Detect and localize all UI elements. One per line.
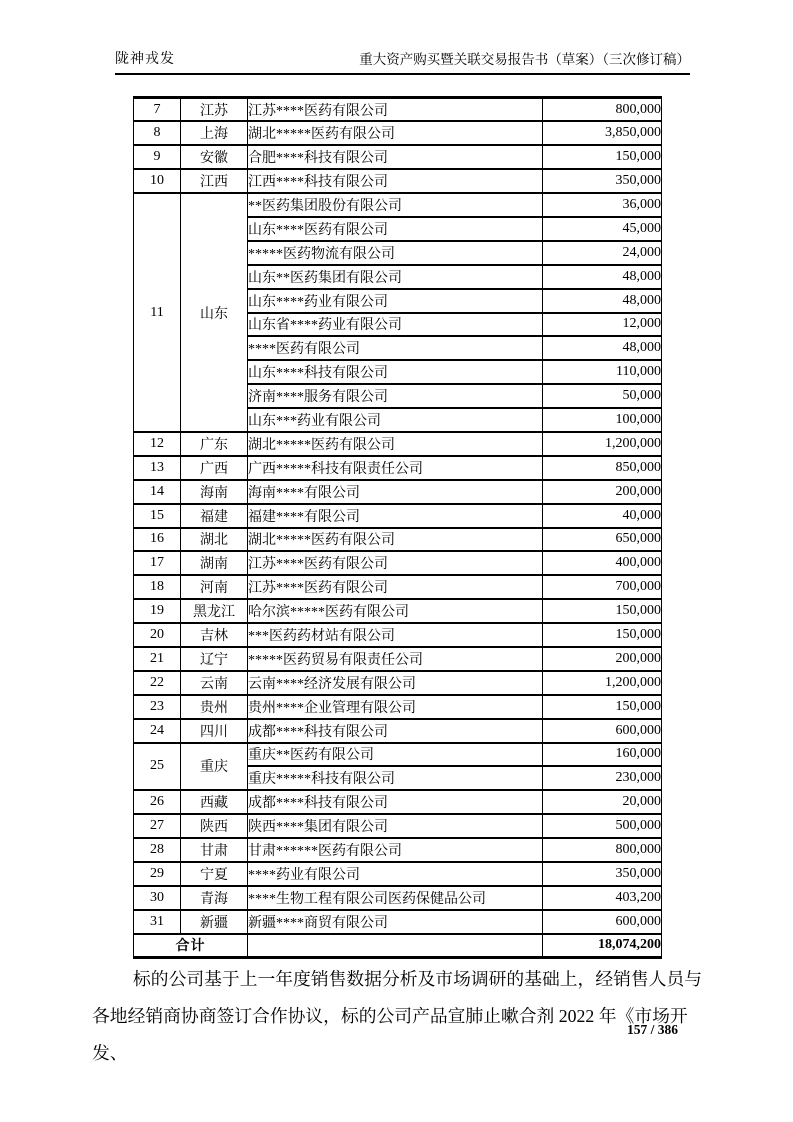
province-cell: 江苏 (181, 98, 248, 122)
amount-cell: 500,000 (543, 814, 662, 838)
company-cell: ***医药药材站有限公司 (248, 623, 543, 647)
company-cell: 江西****科技有限公司 (248, 169, 543, 193)
table-row (134, 719, 662, 743)
amount-cell: 150,000 (543, 623, 662, 647)
amount-cell: 50,000 (543, 384, 662, 408)
row-number-cell: 30 (134, 886, 181, 910)
body-paragraph (92, 961, 707, 1072)
company-cell: 山东省****药业有限公司 (248, 313, 543, 337)
total-amount-cell: 18,074,200 (543, 934, 662, 958)
amount-cell: 1,200,000 (543, 432, 662, 456)
province-cell: 安徽 (181, 145, 248, 169)
company-cell: 哈尔滨*****医药有限公司 (248, 599, 543, 623)
table-row (134, 169, 662, 193)
company-cell: 陕西****集团有限公司 (248, 814, 543, 838)
total-row (134, 934, 662, 958)
company-cell: 山东****科技有限公司 (248, 360, 543, 384)
company-cell: 成都****科技有限公司 (248, 719, 543, 743)
company-cell: 江苏****医药有限公司 (248, 575, 543, 599)
company-cell: *****医药贸易有限责任公司 (248, 647, 543, 671)
row-number-cell: 24 (134, 719, 181, 743)
company-cell: 广西*****科技有限责任公司 (248, 456, 543, 480)
amount-cell: 150,000 (543, 599, 662, 623)
province-cell: 黑龙江 (181, 599, 248, 623)
company-cell: 福建****有限公司 (248, 504, 543, 528)
amount-cell: 3,850,000 (543, 121, 662, 145)
table-row (134, 145, 662, 169)
page-number: 157 / 386 (626, 1022, 678, 1037)
row-number-cell: 20 (134, 623, 181, 647)
company-cell: 甘肃******医药有限公司 (248, 838, 543, 862)
table-row (134, 504, 662, 528)
paragraph-line: 标的公司基于上一年度销售数据分析及市场调研的基础上，经销售人员与 (133, 969, 703, 989)
amount-cell: 200,000 (543, 480, 662, 504)
table-row (134, 98, 662, 122)
province-cell: 河南 (181, 575, 248, 599)
amount-cell: 650,000 (543, 528, 662, 552)
company-cell: ****生物工程有限公司医药保健品公司 (248, 886, 543, 910)
row-number-cell: 17 (134, 551, 181, 575)
company-cell: 海南****有限公司 (248, 480, 543, 504)
province-cell: 陕西 (181, 814, 248, 838)
row-number-cell: 12 (134, 432, 181, 456)
row-number-cell: 31 (134, 910, 181, 934)
province-cell: 甘肃 (181, 838, 248, 862)
amount-cell: 350,000 (543, 169, 662, 193)
company-cell: 山东**医药集团有限公司 (248, 265, 543, 289)
page-header (115, 52, 690, 75)
company-cell: 合肥****科技有限公司 (248, 145, 543, 169)
company-cell: 江苏****医药有限公司 (248, 551, 543, 575)
province-cell: 青海 (181, 886, 248, 910)
amount-cell: 150,000 (543, 145, 662, 169)
province-cell: 重庆 (181, 743, 248, 791)
row-number-cell: 13 (134, 456, 181, 480)
total-label-cell: 合计 (134, 934, 248, 958)
row-number-cell: 29 (134, 862, 181, 886)
amount-cell: 1,200,000 (543, 671, 662, 695)
table-row (134, 623, 662, 647)
amount-cell: 48,000 (543, 289, 662, 313)
amount-cell: 850,000 (543, 456, 662, 480)
row-number-cell: 9 (134, 145, 181, 169)
province-cell: 湖南 (181, 551, 248, 575)
amount-cell: 100,000 (543, 408, 662, 432)
company-cell: 重庆*****科技有限公司 (248, 766, 543, 790)
table-row (134, 910, 662, 934)
amount-cell: 45,000 (543, 217, 662, 241)
table-row (134, 599, 662, 623)
row-number-cell: 28 (134, 838, 181, 862)
row-number-cell: 16 (134, 528, 181, 552)
amount-cell: 350,000 (543, 862, 662, 886)
province-cell: 宁夏 (181, 862, 248, 886)
amount-cell: 48,000 (543, 265, 662, 289)
distribution-table-body (134, 98, 662, 958)
table-row (134, 193, 662, 217)
amount-cell: 12,000 (543, 313, 662, 337)
province-cell: 山东 (181, 193, 248, 432)
table-row (134, 456, 662, 480)
company-cell: 山东****药业有限公司 (248, 289, 543, 313)
province-cell: 湖北 (181, 528, 248, 552)
distribution-table (133, 96, 662, 959)
distribution-table-wrap (133, 96, 662, 959)
province-cell: 广西 (181, 456, 248, 480)
company-cell: 成都****科技有限公司 (248, 790, 543, 814)
amount-cell: 600,000 (543, 719, 662, 743)
company-cell: 湖北*****医药有限公司 (248, 121, 543, 145)
table-row (134, 528, 662, 552)
table-row (134, 838, 662, 862)
amount-cell: 150,000 (543, 695, 662, 719)
province-cell: 云南 (181, 671, 248, 695)
row-number-cell: 7 (134, 98, 181, 122)
company-cell: 湖北*****医药有限公司 (248, 528, 543, 552)
company-cell: 山东***药业有限公司 (248, 408, 543, 432)
table-row (134, 121, 662, 145)
amount-cell: 110,000 (543, 360, 662, 384)
table-row (134, 743, 662, 767)
amount-cell: 40,000 (543, 504, 662, 528)
row-number-cell: 25 (134, 743, 181, 791)
province-cell: 上海 (181, 121, 248, 145)
table-row (134, 480, 662, 504)
row-number-cell: 15 (134, 504, 181, 528)
amount-cell: 160,000 (543, 743, 662, 767)
province-cell: 江西 (181, 169, 248, 193)
company-cell: 云南****经济发展有限公司 (248, 671, 543, 695)
amount-cell: 48,000 (543, 336, 662, 360)
company-cell: 重庆**医药有限公司 (248, 743, 543, 767)
total-empty-cell (248, 934, 543, 958)
amount-cell: 403,200 (543, 886, 662, 910)
company-cell: 贵州****企业管理有限公司 (248, 695, 543, 719)
amount-cell: 800,000 (543, 838, 662, 862)
row-number-cell: 14 (134, 480, 181, 504)
row-number-cell: 19 (134, 599, 181, 623)
row-number-cell: 26 (134, 790, 181, 814)
table-row (134, 790, 662, 814)
row-number-cell: 22 (134, 671, 181, 695)
province-cell: 辽宁 (181, 647, 248, 671)
row-number-cell: 10 (134, 169, 181, 193)
company-cell: 新疆****商贸有限公司 (248, 910, 543, 934)
amount-cell: 200,000 (543, 647, 662, 671)
company-cell: *****医药物流有限公司 (248, 241, 543, 265)
amount-cell: 800,000 (543, 98, 662, 122)
table-row (134, 671, 662, 695)
amount-cell: 700,000 (543, 575, 662, 599)
row-number-cell: 27 (134, 814, 181, 838)
table-row (134, 647, 662, 671)
table-row (134, 575, 662, 599)
header-company-name: 陇神戎发 (115, 52, 175, 67)
province-cell: 四川 (181, 719, 248, 743)
table-row (134, 551, 662, 575)
province-cell: 新疆 (181, 910, 248, 934)
province-cell: 海南 (181, 480, 248, 504)
company-cell: 江苏****医药有限公司 (248, 98, 543, 122)
amount-cell: 36,000 (543, 193, 662, 217)
table-row (134, 862, 662, 886)
province-cell: 吉林 (181, 623, 248, 647)
amount-cell: 230,000 (543, 766, 662, 790)
province-cell: 西藏 (181, 790, 248, 814)
amount-cell: 400,000 (543, 551, 662, 575)
amount-cell: 600,000 (543, 910, 662, 934)
row-number-cell: 8 (134, 121, 181, 145)
company-cell: ****医药有限公司 (248, 336, 543, 360)
row-number-cell: 23 (134, 695, 181, 719)
table-row (134, 814, 662, 838)
row-number-cell: 18 (134, 575, 181, 599)
paragraph-line: 各地经销商协商签订合作协议，标的公司产品宣肺止嗽合剂 2022 年《市场开发、 (92, 1006, 688, 1063)
company-cell: **医药集团股份有限公司 (248, 193, 543, 217)
province-cell: 广东 (181, 432, 248, 456)
company-cell: 湖北*****医药有限公司 (248, 432, 543, 456)
company-cell: 山东****医药有限公司 (248, 217, 543, 241)
table-row (134, 432, 662, 456)
company-cell: 济南****服务有限公司 (248, 384, 543, 408)
table-row (134, 695, 662, 719)
row-number-cell: 21 (134, 647, 181, 671)
table-row (134, 886, 662, 910)
amount-cell: 24,000 (543, 241, 662, 265)
company-cell: ****药业有限公司 (248, 862, 543, 886)
province-cell: 贵州 (181, 695, 248, 719)
header-report-title: 重大资产购买暨关联交易报告书（草案）（三次修订稿） (359, 52, 690, 67)
province-cell: 福建 (181, 504, 248, 528)
amount-cell: 20,000 (543, 790, 662, 814)
row-number-cell: 11 (134, 193, 181, 432)
